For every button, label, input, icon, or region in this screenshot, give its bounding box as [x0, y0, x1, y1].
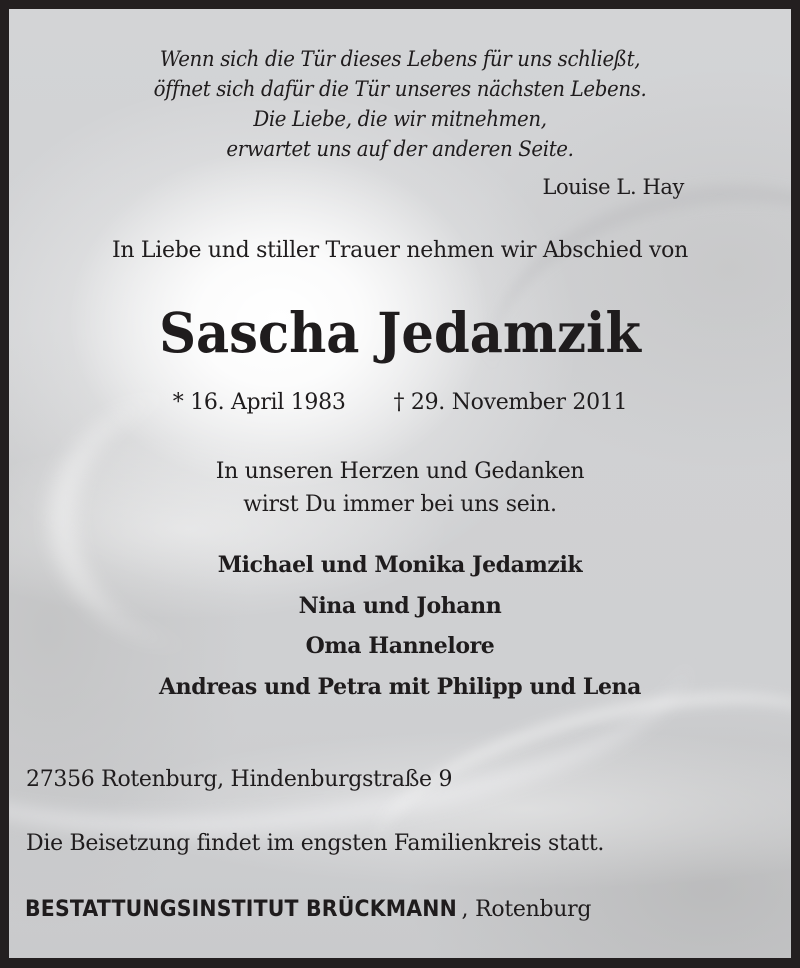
mourner-entry: Michael und Monika Jedamzik — [217, 552, 583, 578]
quote-line: Die Liebe, die wir mitnehmen, — [253, 107, 547, 132]
quote-author: Louise L. Hay — [542, 175, 684, 199]
birth-date: * 16. April 1983 — [172, 390, 346, 415]
mourner-entry: Oma Hannelore — [305, 633, 495, 659]
quote-line: öffnet sich dafür die Tür unseres nächsten Lebens. — [153, 77, 647, 102]
deceased-name: Sascha Jedamzik — [159, 300, 641, 365]
death-date: † 29. November 2011 — [393, 390, 628, 415]
funeral-note: Die Beisetzung findet im engsten Familienkreis statt. — [26, 831, 605, 856]
quote-line: Wenn sich die Tür dieses Lebens für uns schließt, — [159, 47, 641, 72]
undertaker-separator: , — [461, 897, 469, 922]
life-dates — [9, 390, 791, 415]
memorial-line: wirst Du immer bei uns sein. — [243, 492, 557, 517]
mourners-list — [9, 545, 791, 707]
undertaker-line — [25, 897, 591, 922]
undertaker-city: Rotenburg — [468, 897, 592, 922]
memorial-text — [9, 455, 791, 521]
obituary-content — [9, 9, 791, 958]
memorial-line: In unseren Herzen und Gedanken — [215, 459, 585, 484]
quote-block — [40, 45, 759, 165]
undertaker-logo: BESTATTUNGSINSTITUT BRÜCKMANN — [25, 897, 457, 922]
intro-text: In Liebe und stiller Trauer nehmen wir Abschied von — [111, 238, 688, 263]
family-address: 27356 Rotenburg, Hindenburgstraße 9 — [26, 767, 453, 792]
mourner-entry: Andreas und Petra mit Philipp und Lena — [158, 673, 642, 700]
mourner-entry: Nina und Johann — [298, 592, 502, 619]
obituary-card — [9, 9, 791, 958]
quote-line: erwartet uns auf der anderen Seite. — [226, 137, 574, 162]
